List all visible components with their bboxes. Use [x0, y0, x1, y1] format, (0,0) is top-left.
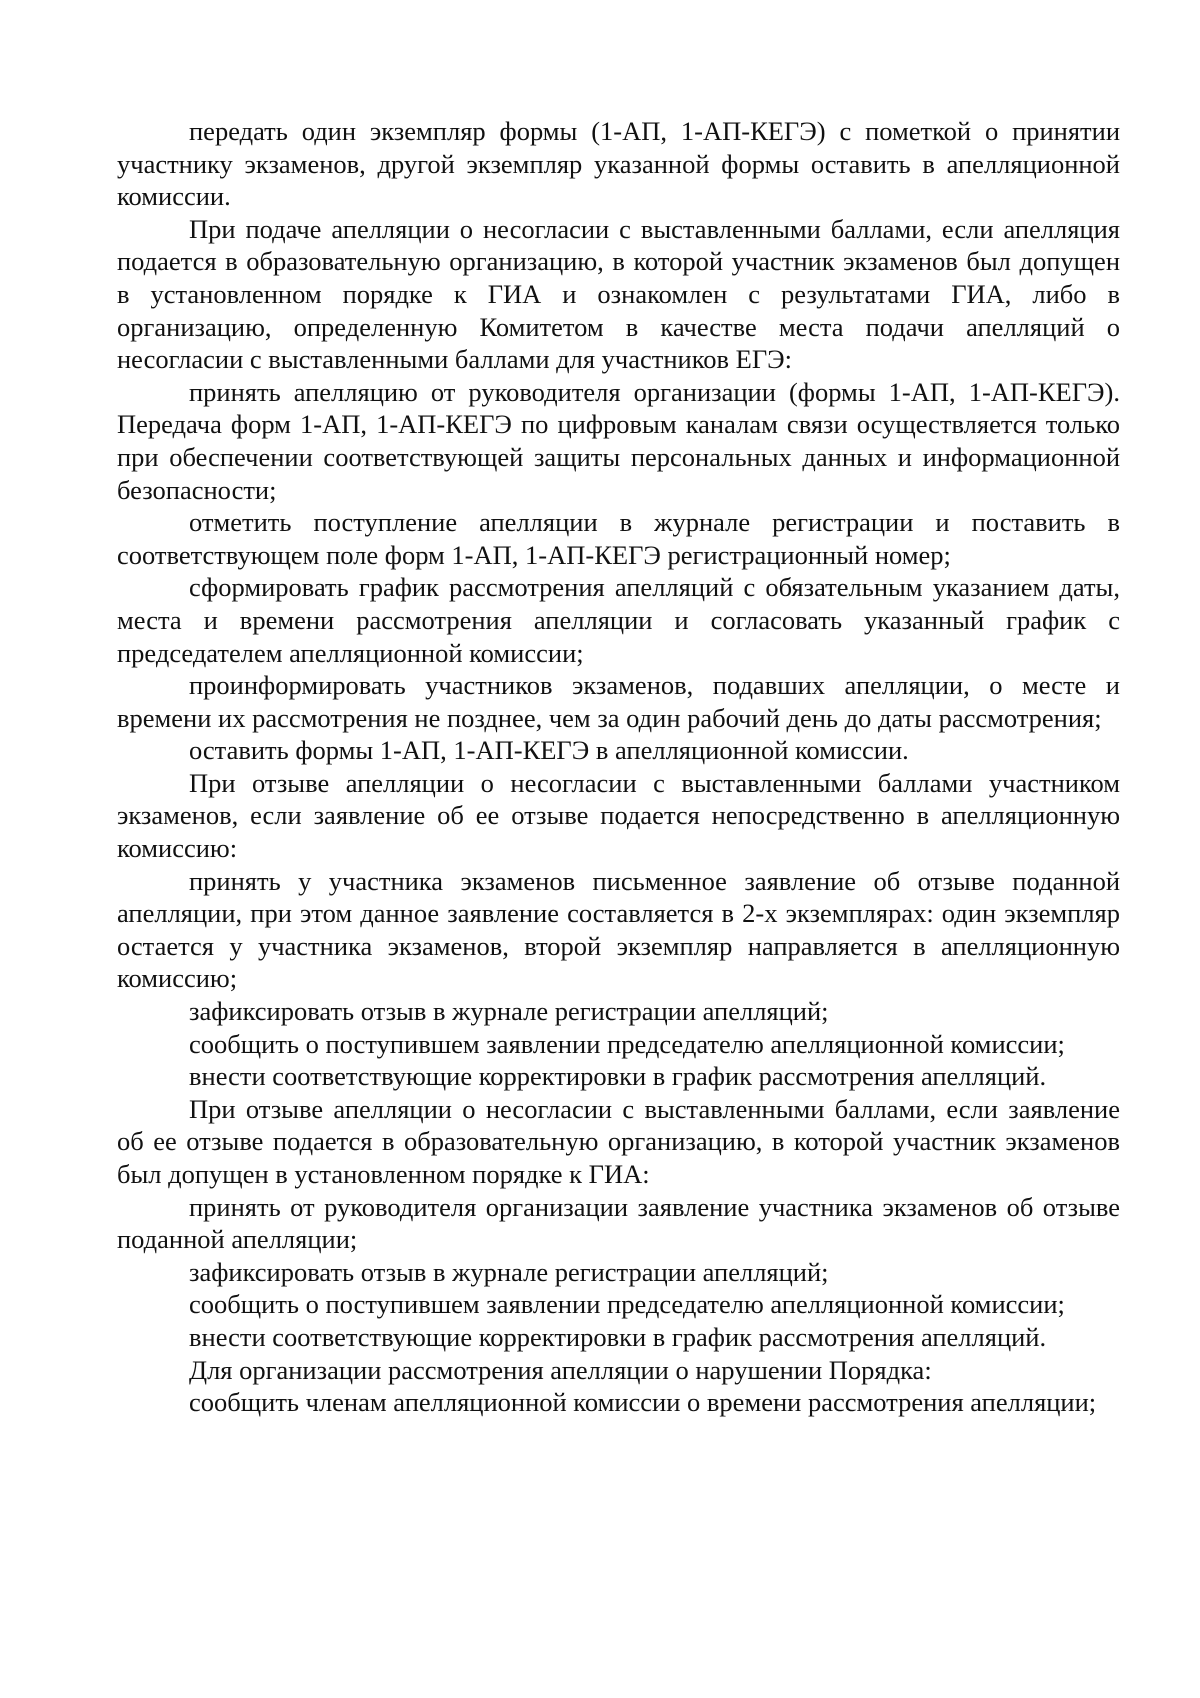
paragraph: принять у участника экзаменов письменное заявление об отзыве поданной апелляции, при этом данное заявление составляется в 2-х экземплярах: один экземпляр остается у участника экзаменов, второй экземпляр направляется в апелляционную комиссию; [117, 865, 1120, 994]
paragraph: Для организации рассмотрения апелляции о нарушении Порядка: [189, 1354, 932, 1385]
paragraph: сообщить о поступившем заявлении председателю апелляционной комиссии; [189, 1028, 1065, 1059]
document-body [117, 115, 1120, 1419]
paragraph: сформировать график рассмотрения апелляций с обязательным указанием даты, места и времени рассмотрения апелляции и согласовать указанный график с председателем апелляционной комиссии; [117, 572, 1120, 668]
paragraph: При отзыве апелляции о несогласии с выставленными баллами участником экзаменов, если заявление об ее отзыве подается непосредственно в апелляционную комиссию: [117, 767, 1120, 864]
paragraph: проинформировать участников экзаменов, подавших апелляции, о месте и времени их рассмотрения не позднее, чем за один рабочий день до даты рассмотрения; [117, 670, 1120, 733]
paragraph: зафиксировать отзыв в журнале регистрации апелляций; [189, 996, 829, 1027]
paragraph: сообщить о поступившем заявлении председателю апелляционной комиссии; [189, 1289, 1065, 1320]
paragraph: принять апелляцию от руководителя организации (формы 1-АП, 1-АП-КЕГЭ). Передача форм 1-АП, 1-АП-КЕГЭ по цифровым каналам связи осуществляется только при обеспечении соответствующей защиты персональных данных и информационной безопасности; [117, 376, 1120, 505]
paragraph: отметить поступление апелляции в журнале регистрации и поставить в соответствующем поле форм 1-АП, 1-АП-КЕГЭ регистрационный номер; [117, 507, 1120, 570]
paragraph: внести соответствующие корректировки в график рассмотрения апелляций. [189, 1061, 1047, 1092]
paragraph: При подаче апелляции о несогласии с выставленными баллами, если апелляция подается в образовательную организацию, в которой участник экзаменов был допущен в установленном порядке к ГИА и ознакомлен с результатами ГИА, либо в организацию, определенную Комитетом в качестве места подачи апелляций о несогласии с выставленными баллами для участников ЕГЭ: [117, 213, 1120, 375]
paragraph: передать один экземпляр формы (1-АП, 1-АП-КЕГЭ) с пометкой о принятии участнику экзаменов, другой экземпляр указанной формы оставить в апелляционной комиссии. [117, 116, 1120, 212]
paragraph: принять от руководителя организации заявление участника экзаменов об отзыве поданной апелляции; [117, 1191, 1120, 1255]
paragraph: зафиксировать отзыв в журнале регистрации апелляций; [189, 1256, 829, 1287]
paragraph: сообщить членам апелляционной комиссии о времени рассмотрения апелляции; [189, 1387, 1097, 1418]
paragraph: оставить формы 1-АП, 1-АП-КЕГЭ в апелляционной комиссии. [189, 735, 909, 766]
paragraph: При отзыве апелляции о несогласии с выставленными баллами, если заявление об ее отзыве подается в образовательную организацию, в которой участник экзаменов был допущен в установленном порядке к ГИА: [117, 1093, 1120, 1189]
paragraph: внести соответствующие корректировки в график рассмотрения апелляций. [189, 1321, 1047, 1352]
